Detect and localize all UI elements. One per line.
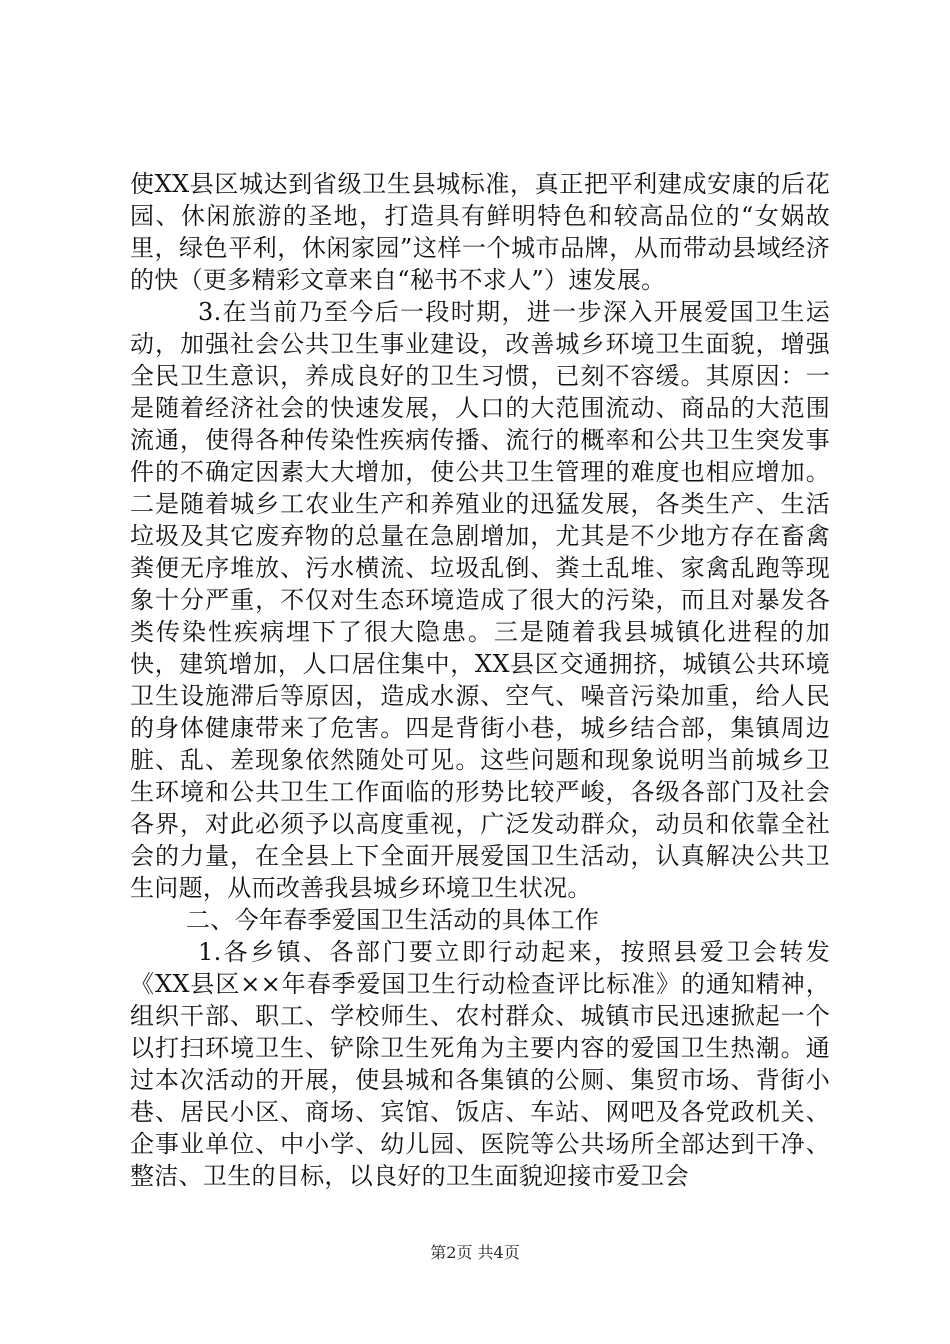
document-body xyxy=(130,168,830,1192)
paragraph-continuation: 使XX县区城达到省级卫生县城标准，真正把平利建成安康的后花园、休闲旅游的圣地，打造具有鲜明特色和较高品位的“女娲故里，绿色平利，休闲家园”这样一个城市品牌，从而带动县域经济的快（更多精彩文章来自“秘书不求人”）速发展。 xyxy=(130,170,830,294)
page-number-footer: 第2页 共4页 xyxy=(430,1243,520,1262)
paragraph-item-3: 3.在当前乃至今后一段时期，进一步深入开展爱国卫生运动，加强社会公共卫生事业建设，改善城乡环境卫生面貌，增强全民卫生意识，养成良好的卫生习惯，已刻不容缓。其原因：一是随着经济社会的快速发展，人口的大范围流动、商品的大范围流通，使得各种传染性疾病传播、流行的概率和公共卫生突发事件的不确定因素大大增加，使公共卫生管理的难度也相应增加。二是随着城乡工农业生产和养殖业的迅猛发展，各类生产、生活垃圾及其它废弃物的总量在急剧增加，尤其是不少地方存在畜禽粪便无序堆放、污水横流、垃圾乱倒、粪土乱堆、家禽乱跑等现象十分严重，不仅对生态环境造成了很大的污染，而且对暴发各类传染性疾病埋下了很大隐患。三是随着我县城镇化进程的加快，建筑增加，人口居住集中，XX县区交通拥挤，城镇公共环境卫生设施滞后等原因，造成水源、空气、噪音污染加重，给人民的身体健康带来了危害。四是背街小巷，城乡结合部，集镇周边脏、乱、差现象依然随处可见。这些问题和现象说明当前城乡卫生环境和公共卫生工作面临的形势比较严峻，各级各部门及社会各界，对此必须予以高度重视，广泛发动群众，动员和依靠全社会的力量，在全县上下全面开展爱国卫生活动，认真解决公共卫生问题，从而改善我县城乡环境卫生状况。 xyxy=(130,298,830,902)
paragraph-item-1: 1.各乡镇、各部门要立即行动起来，按照县爱卫会转发《XX县区××年春季爱国卫生行动检查评比标准》的通知精神，组织干部、职工、学校师生、农村群众、城镇市民迅速掀起一个以打扫环境卫生、铲除卫生死角为主要内容的爱国卫生热潮。通过本次活动的开展，使县城和各集镇的公厕、集贸市场、背街小巷、居民小区、商场、宾馆、饭店、车站、网吧及各党政机关、企事业单位、中小学、幼儿园、医院等公共场所全部达到干净、整洁、卫生的目标，以良好的卫生面貌迎接市爱卫会 xyxy=(130,938,830,1190)
section-heading: 二、今年春季爱国卫生活动的具体工作 xyxy=(186,906,600,934)
